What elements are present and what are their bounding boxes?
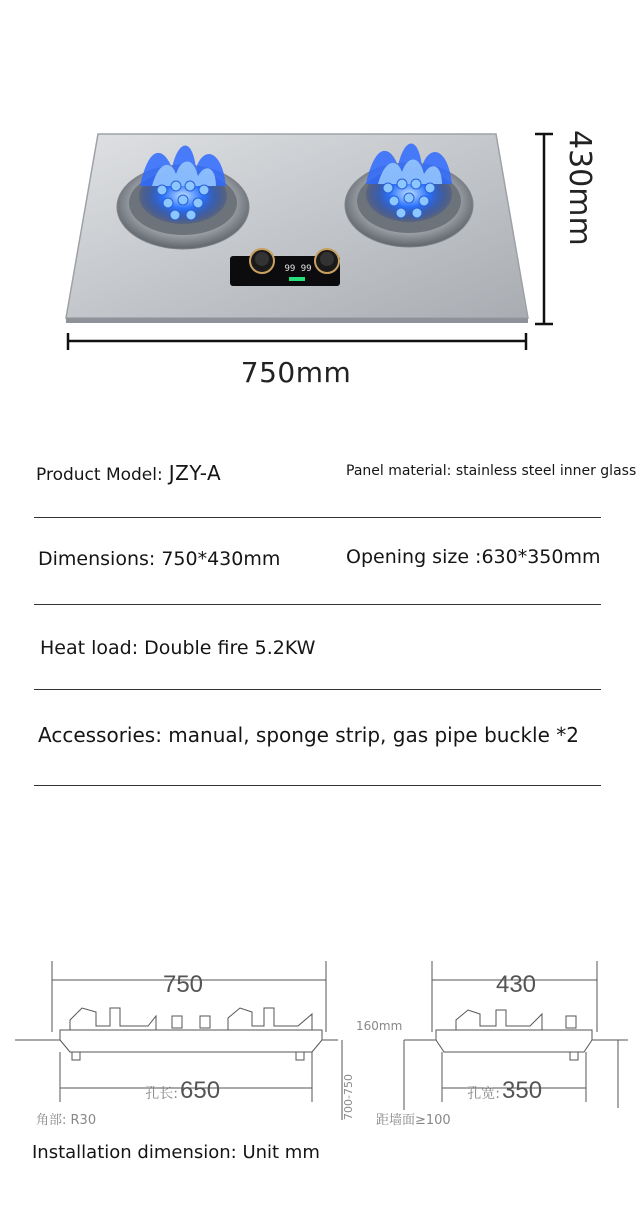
divider [34, 689, 601, 690]
hole-length-prefix: 孔长: [145, 1086, 178, 1102]
hole-length: 650 [180, 1077, 221, 1104]
product-model-label: Product Model: [36, 465, 163, 485]
install-width-total: 750 [162, 971, 204, 998]
divider [34, 517, 601, 518]
divider [34, 785, 601, 786]
installation-caption: Installation dimension: Unit mm [32, 1142, 320, 1163]
panel-material: Panel material: stainless steel inner glass [346, 463, 637, 479]
width-dimension-label: 750mm [240, 356, 352, 389]
depth-dimension-label: 430mm [562, 130, 597, 246]
accessories: Accessories: manual, sponge strip, gas pipe buckle *2 [38, 723, 579, 747]
installation-diagram [0, 940, 640, 1140]
install-depth-total: 430 [495, 971, 537, 998]
depth-dimension-line [535, 134, 553, 324]
wall-distance: 距墙面≥100 [376, 1113, 451, 1128]
corner-radius: 角部: R30 [36, 1113, 97, 1128]
cabinet-depth: 700-750 [342, 1074, 355, 1120]
dimensions: Dimensions: 750*430mm [38, 548, 281, 570]
product-model-value: JZY-A [168, 461, 222, 485]
height-label: 160mm [356, 1019, 403, 1033]
hole-width: 350 [502, 1077, 543, 1104]
hole-width-prefix: 孔宽: [467, 1086, 500, 1102]
product-model [36, 461, 221, 485]
width-dimension-line [68, 333, 526, 350]
heat-load: Heat load: Double fire 5.2KW [40, 637, 316, 659]
opening-size: Opening size :630*350mm [346, 546, 601, 568]
display-digits: 99 99 [284, 264, 312, 274]
divider [34, 604, 601, 605]
